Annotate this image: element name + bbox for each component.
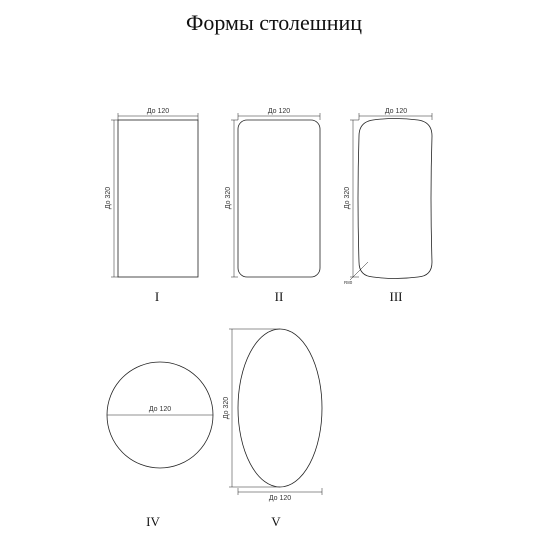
shape-v-width-label: До 120 — [268, 495, 292, 502]
shape-v-length-label: До 320 — [223, 396, 230, 420]
shape-iii — [350, 113, 432, 280]
shape-iii-length-label: До 320 — [344, 186, 351, 210]
shape-ii-outline — [238, 120, 320, 277]
shape-v-numeral: V — [271, 514, 281, 529]
shape-ii-width-label: До 120 — [267, 108, 291, 115]
shape-i-width-label: До 120 — [146, 108, 170, 115]
shape-ii-length-label: До 320 — [225, 186, 232, 210]
shape-i — [111, 113, 198, 277]
shape-iv-numeral: IV — [146, 514, 160, 529]
shape-iii-numeral: III — [389, 289, 403, 304]
shape-iii-width-label: До 120 — [384, 108, 408, 115]
shape-ii — [231, 113, 320, 277]
shape-i-numeral: I — [154, 289, 160, 304]
shape-iii-radius-label: R80 — [344, 280, 353, 285]
shape-iii-outline — [358, 119, 432, 279]
shape-v-outline — [238, 329, 322, 487]
page-title: Формы столешниц — [185, 10, 363, 35]
shape-i-length-label: До 320 — [105, 186, 112, 210]
shape-i-outline — [118, 120, 198, 277]
shape-v — [229, 329, 322, 495]
shape-iv — [107, 362, 213, 468]
shape-ii-numeral: II — [274, 289, 284, 304]
shape-iv-diameter-label: До 120 — [148, 406, 172, 413]
